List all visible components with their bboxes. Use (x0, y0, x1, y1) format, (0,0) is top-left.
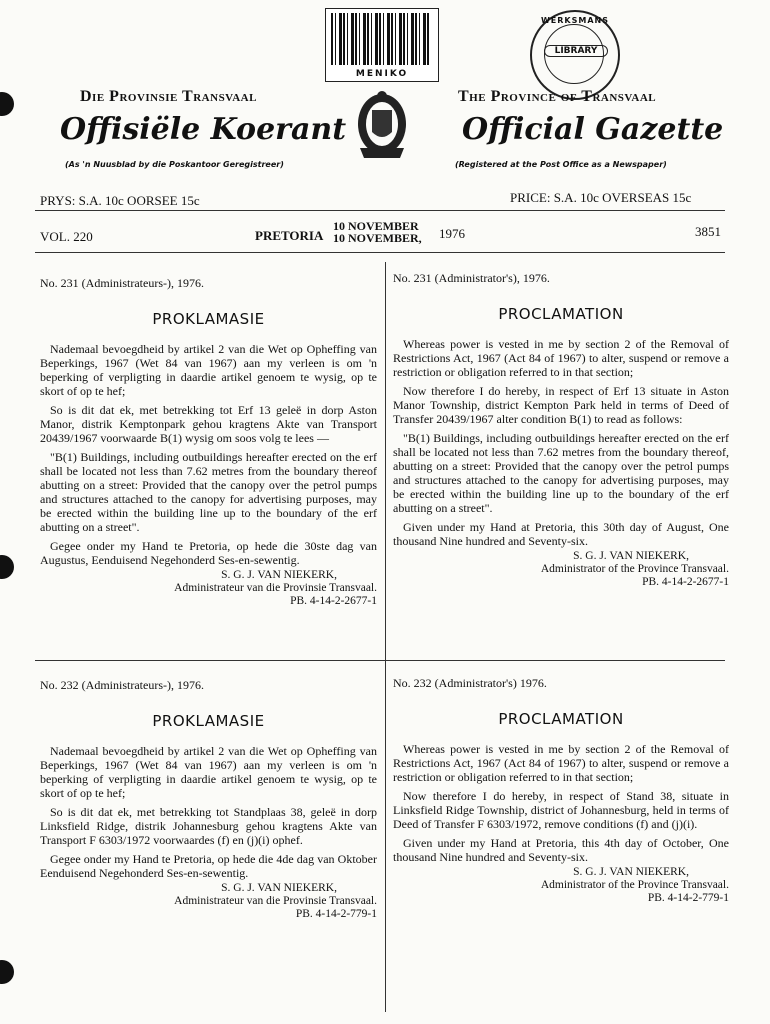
punch-hole (0, 92, 14, 116)
file-reference: PB. 4-14-2-2677-1 (290, 595, 377, 607)
af-gazette-title: Offisiële Koerant (60, 112, 347, 147)
notice-231-en (393, 271, 729, 589)
year: 1976 (439, 226, 465, 241)
notice-paragraph: Given under my Hand at Pretoria, this 4th day of October, One thousand Nine hundred and Seventy-six. (393, 836, 729, 864)
notice-paragraph: Nademaal bevoegdheid by artikel 2 van die Wet op Opheffing van Beperkings, 1967 (Wet 84 van 1967) aan my verleen is om 'n beperking of verpligting in daardie artikel genoem te wysig, op te skort of op te hef; (40, 342, 377, 398)
notice-heading: PROCLAMATION (498, 305, 624, 323)
date-line-2: 10 NOVEMBER, (333, 231, 422, 245)
library-stamp (530, 10, 620, 100)
signature-block (40, 882, 377, 921)
stamp-rim-text: WERKSMANS (540, 16, 610, 25)
en-price: PRICE: S.A. 10c OVERSEAS 15c (510, 190, 692, 205)
punch-hole (0, 555, 14, 579)
date-line-1: 10 NOVEMBER (333, 219, 419, 233)
signatory-title: Administrator of the Province Transvaal. (540, 563, 729, 575)
barcode-caption: MENIKO (355, 69, 409, 79)
notice-232-af (40, 678, 377, 921)
notice-paragraph: "B(1) Buildings, including outbuildings hereafter erected on the erf shall be located not less than 7.62 metres from the boundary thereof, abutting on a street: Provided that the canopy over the petrol pumps and structures attached to the canopy for advertising purposes, may be erected within the building line up to the boundary of the erf abutting on a street". (393, 431, 729, 515)
notice-paragraph: Given under my Hand at Pretoria, this 30th day of August, One thousand Nine hundred and Seventy-six. (393, 520, 729, 548)
signatory-title: Administrateur van die Provinsie Transvaal. (174, 895, 377, 907)
stamp-library-text: LIBRARY (544, 45, 608, 57)
notice-231-af (40, 276, 377, 608)
notice-paragraph: So is dit dat ek, met betrekking tot Standplaas 38, geleë in dorp Linksfield Ridge, distrik Johannesburg gehou kragtens Akte van Transport F 6303/1972 voorwaardes (f) en (j)(i) ophef. (40, 805, 377, 847)
af-province-title: Die Provinsie Transvaal (80, 88, 257, 105)
notice-number: No. 231 (Administrateurs-), 1976. (40, 276, 204, 290)
file-reference: PB. 4-14-2-779-1 (295, 908, 377, 920)
notice-heading: PROKLAMASIE (152, 310, 265, 328)
column-divider (385, 262, 386, 1012)
volume-number: VOL. 220 (40, 229, 93, 244)
notice-paragraph: "B(1) Buildings, including outbuildings hereafter erected on the erf shall be located not less than 7.62 metres from the boundary thereof abutting on a street: Provided that the canopy over the petrol pumps and structures attached to the canopy for advertising purposes, may be erected within the building line up to the boundary of the erf abutting on a street". (40, 450, 377, 534)
en-gazette-title: Official Gazette (462, 112, 724, 147)
signatory-title: Administrateur van die Provinsie Transvaal. (174, 582, 377, 594)
notice-paragraph: Now therefore I do hereby, in respect of Stand 38, situate in Linksfield Ridge Township, district of Johannesburg, held in terms of Deed of Transfer F 6303/1972, remove conditions (f) and (j)(i). (393, 789, 729, 831)
signatory-title: Administrator of the Province Transvaal. (540, 879, 729, 891)
notice-number: No. 232 (Administrateurs-), 1976. (40, 678, 204, 692)
notice-paragraph: Nademaal bevoegdheid by artikel 2 van die Wet op Opheffing van Beperkings, 1967 (Wet 84 van 1967) aan my verleen is om 'n beperking of verpligting in daardie artikel genoem te wysig, op te skort of op te hef; (40, 744, 377, 800)
signature-block (393, 866, 729, 905)
issue-number: 3851 (695, 224, 721, 239)
af-price: PRYS: S.A. 10c OORSEE 15c (40, 193, 200, 208)
signatory-name: S. G. J. VAN NIEKERK, (221, 882, 337, 894)
notice-number: No. 231 (Administrator's), 1976. (393, 271, 550, 285)
notice-paragraph: So is dit dat ek, met betrekking tot Erf 13 geleë in dorp Aston Manor, distrik Kemptonpark gehou kragtens Akte van Transport 20439/1967 voorwaarde B(1) wysig om soos volg te lees — (40, 403, 377, 445)
en-province-title: The Province of Transvaal (458, 88, 657, 105)
notice-paragraph: Now therefore I do hereby, in respect of Erf 13 situate in Aston Manor Township, district Kempton Park held in terms of Deed of Transfer 20439/1967 alter condition B(1) to read as follows: (393, 384, 729, 426)
en-registration-note: (Registered at the Post Office as a Newspaper) (455, 160, 667, 169)
notice-heading: PROKLAMASIE (152, 712, 265, 730)
signature-block (40, 569, 377, 608)
af-registration-note: (As 'n Nuusblad by die Poskantoor Geregistreer) (65, 160, 284, 169)
signatory-name: S. G. J. VAN NIEKERK, (573, 866, 689, 878)
punch-hole (0, 960, 14, 984)
date-rule (35, 252, 725, 253)
issue-date (333, 220, 422, 244)
signatory-name: S. G. J. VAN NIEKERK, (221, 569, 337, 581)
coat-of-arms-icon (352, 88, 412, 164)
file-reference: PB. 4-14-2-2677-1 (642, 576, 729, 588)
notice-paragraph: Whereas power is vested in me by section 2 of the Removal of Restrictions Act, 1967 (Act 84 of 1967) to alter, suspend or remove a restriction or obligation referred to in that section; (393, 742, 729, 784)
signatory-name: S. G. J. VAN NIEKERK, (573, 550, 689, 562)
notice-paragraph: Gegee onder my Hand te Pretoria, op hede die 30ste dag van Augustus, Eenduisend Negehonderd Ses-en-sewentig. (40, 539, 377, 567)
notice-paragraph: Whereas power is vested in me by section 2 of the Removal of Restrictions Act, 1967 (Act 84 of 1967) to alter, suspend or remove a restriction or obligation referred to in that section; (393, 337, 729, 379)
notice-232-en (393, 676, 729, 905)
notice-heading: PROCLAMATION (498, 710, 624, 728)
masthead-rule (35, 210, 725, 211)
file-reference: PB. 4-14-2-779-1 (647, 892, 729, 904)
notice-divider (35, 660, 725, 661)
notice-number: No. 232 (Administrator's) 1976. (393, 676, 547, 690)
signature-block (393, 550, 729, 589)
notice-paragraph: Gegee onder my Hand te Pretoria, op hede die 4de dag van Oktober Eenduisend Negehonderd Ses-en-sewentig. (40, 852, 377, 880)
barcode (325, 8, 439, 82)
place: PRETORIA (255, 228, 324, 243)
